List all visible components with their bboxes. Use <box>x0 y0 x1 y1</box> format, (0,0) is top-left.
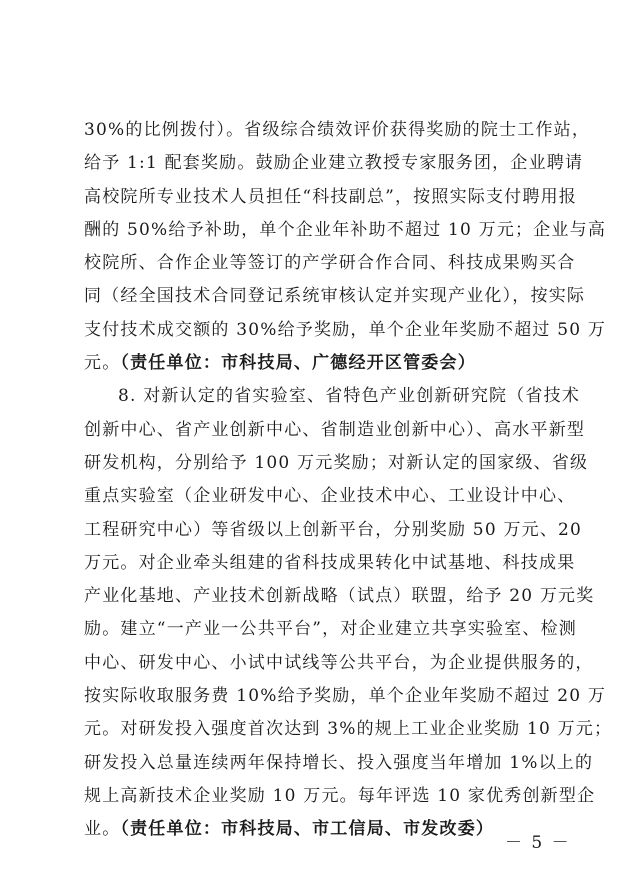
text-line-content: 研发投入总量连续两年保持增长、投入强度当年增加 1%以上的 <box>84 752 594 773</box>
text-line <box>84 347 548 380</box>
text-line-content: 同（经全国技术合同登记系统审核认定并实现产业化），按实际 <box>84 286 586 307</box>
text-line <box>84 314 607 347</box>
text-line <box>84 514 583 547</box>
text-line-content: 研发机构，分别给予 100 万元奖励；对新认定的国家级、省级 <box>84 452 589 473</box>
text-line-content: 业。 <box>84 819 121 840</box>
text-line <box>84 280 586 313</box>
text-line-content: 支付技术成交额的 30%给予奖励，单个企业年奖励不超过 50 万 <box>84 319 607 340</box>
text-line <box>84 813 548 846</box>
text-line <box>84 247 576 280</box>
text-line-content: 创新中心、省产业创新中心、省制造业创新中心）、高水平新型 <box>84 419 586 440</box>
text-line-content: 高校院所专业技术人员担任“科技副总”，按照实际支付聘用报 <box>84 186 577 207</box>
text-line-content: 中心、研发中心、小试中试线等公共平台，为企业提供服务的， <box>84 652 594 673</box>
text-line <box>84 680 607 713</box>
text-line <box>84 747 594 780</box>
text-line-content: 元。 <box>84 353 121 374</box>
text-line-content: 30%的比例拨付）。省级综合绩效评价获得奖励的院士工作站， <box>84 120 591 140</box>
text-line <box>84 480 576 513</box>
text-line <box>84 181 577 214</box>
text-line <box>84 447 589 480</box>
text-line <box>84 214 607 247</box>
text-line <box>84 380 581 413</box>
text-line <box>84 780 596 813</box>
text-line-content: 重点实验室（企业研发中心、企业技术中心、工业设计中心、 <box>84 486 576 507</box>
text-line-content: 校院所、合作企业等签订的产学研合作合同、科技成果购买合 <box>84 253 576 274</box>
text-line-content: 万元。对企业牵头组建的省科技成果转化中试基地、科技成果 <box>84 552 576 573</box>
text-line <box>84 713 613 746</box>
text-line-content: 元。对研发投入强度首次达到 3%的规上工业企业奖励 10 万元； <box>84 719 613 740</box>
text-line-content: 8. 对新认定的省实验室、省特色产业创新研究院（省技术 <box>118 386 581 407</box>
text-line <box>84 647 594 680</box>
text-line-content: 工程研究中心）等省级以上创新平台，分别奖励 50 万元、20 <box>84 519 583 540</box>
text-line-content: 励。建立“一产业一公共平台”，对企业建立共享实验室、检测 <box>84 619 577 640</box>
responsible-unit-note: （责任单位：市科技局、市工信局、市发改委） <box>120 819 495 840</box>
text-line-content: 规上高新技术企业奖励 10 万元。每年评选 10 家优秀创新型企 <box>84 785 596 806</box>
text-line <box>84 114 591 147</box>
responsible-unit-note: （责任单位：市科技局、广德经开区管委会） <box>120 353 476 374</box>
text-line-content: 酬的 50%给予补助，单个企业年补助不超过 10 万元；企业与高 <box>84 219 607 240</box>
body-text <box>84 114 613 847</box>
text-line <box>84 414 586 447</box>
text-line-content: 按实际收取服务费 10%给予奖励，单个企业年奖励不超过 20 万 <box>84 686 607 707</box>
page-number: － 5 － <box>505 833 571 853</box>
text-line <box>84 613 577 646</box>
text-line <box>84 147 584 180</box>
text-line <box>84 580 595 613</box>
text-line <box>84 547 576 580</box>
text-line-content: 给予 1:1 配套奖励。鼓励企业建立教授专家服务团，企业聘请 <box>84 153 584 174</box>
text-line-content: 产业化基地、产业技术创新战略（试点）联盟，给予 20 万元奖 <box>84 586 595 607</box>
